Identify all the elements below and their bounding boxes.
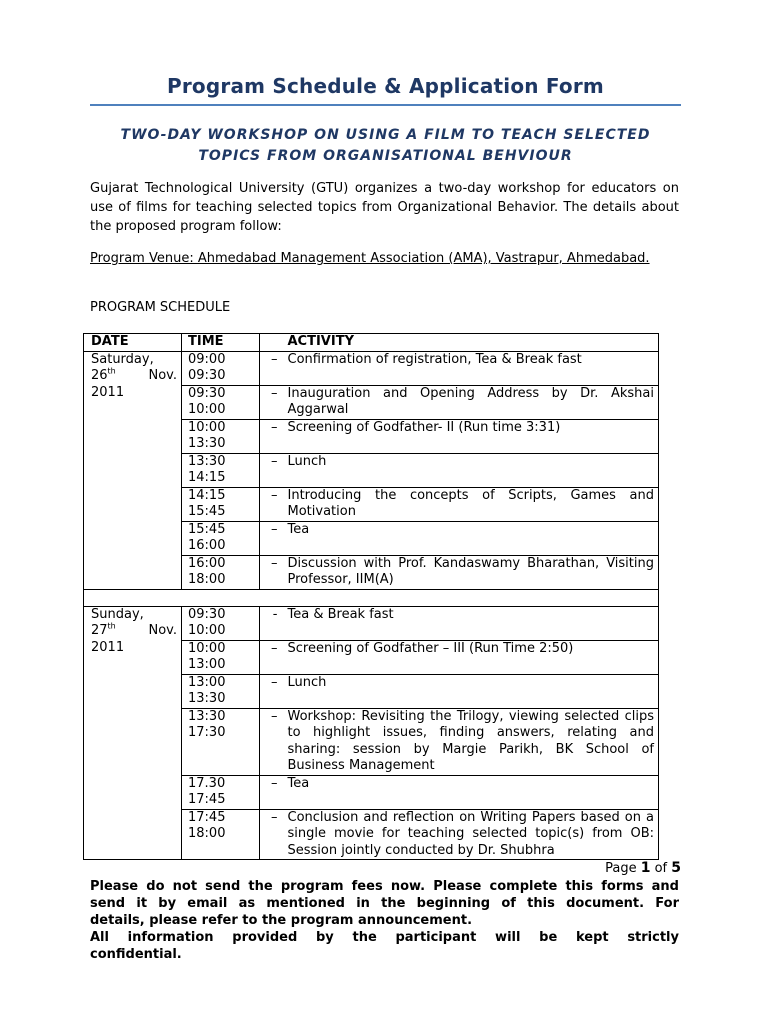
date-year: 2011 [91, 639, 125, 655]
time-cell [182, 708, 260, 775]
time-start: 15:45 [188, 521, 226, 537]
time-cell [182, 521, 260, 555]
time-cell [182, 419, 260, 453]
time-cell [182, 385, 260, 419]
footer-line: send it by email as mentioned in the beginning of this document. For [90, 896, 679, 911]
page-number [590, 860, 681, 876]
time-header: TIME [182, 334, 260, 352]
activity-cell: Introducing the concepts of Scripts, Games and Motivation [282, 487, 659, 521]
time-cell [182, 809, 260, 860]
time-start: 14:15 [188, 487, 226, 503]
time-dash: – [260, 521, 282, 555]
schedule-row [84, 606, 659, 640]
time-end: 18:00 [188, 572, 226, 587]
activity-header: ACTIVITY [282, 334, 659, 352]
time-end: 15:45 [188, 504, 226, 519]
time-end: 14:15 [188, 470, 226, 485]
time-dash: – [260, 775, 282, 809]
activity-cell: Conclusion and reflection on Writing Papers based on a single movie for teaching selected topic(s) from OB: Session jointly conducted by Dr. Shubhra [282, 809, 659, 860]
date-weekday: Sunday, [91, 606, 144, 622]
date-ordinal: th [107, 621, 116, 631]
activity-cell: Workshop: Revisiting the Trilogy, viewing selected clips to highlight issues, finding answers, relating and sharing: session by Margie Parikh, BK School of Business Management [282, 708, 659, 775]
time-end: 10:00 [188, 623, 226, 638]
activity-cell: Discussion with Prof. Kandaswamy Bharathan, Visiting Professor, IIM(A) [282, 555, 659, 589]
time-start: 13:30 [188, 708, 226, 724]
time-end: 10:00 [188, 402, 226, 417]
time-end: 09:30 [188, 368, 226, 383]
time-start: 10:00 [188, 640, 226, 656]
footer-line: confidential. [90, 947, 182, 962]
date-ordinal: th [107, 366, 116, 376]
time-start: 17.30 [188, 775, 226, 791]
time-start: 13:30 [188, 453, 226, 469]
time-dash: - [260, 606, 282, 640]
time-cell [182, 674, 260, 708]
time-end: 13:00 [188, 657, 226, 672]
venue-paragraph: Program Venue: Ahmedabad Management Association (AMA), Vastrapur, Ahmedabad. [90, 251, 650, 266]
time-end: 18:00 [188, 826, 226, 841]
intro-paragraph: Gujarat Technological University (GTU) organizes a two-day workshop for educators on use of films for teaching selected topics from Organizational Behavior. The details about the proposed program follow: [90, 181, 679, 234]
date-day-number: 27 [91, 623, 108, 638]
page-prefix: Page [605, 861, 641, 876]
date-cell [84, 606, 182, 860]
activity-cell: Tea [282, 775, 659, 809]
time-dash: – [260, 674, 282, 708]
day-separator-cell [84, 589, 659, 606]
time-end: 13:30 [188, 691, 226, 706]
date-day-month [91, 623, 177, 640]
time-cell [182, 775, 260, 809]
page-total: 5 [671, 860, 681, 876]
schedule-heading: PROGRAM SCHEDULE [90, 300, 231, 315]
time-end: 13:30 [188, 436, 226, 451]
footer-line: details, please refer to the program announcement. [90, 913, 473, 928]
time-cell [182, 453, 260, 487]
time-dash: – [260, 351, 282, 385]
activity-cell: Confirmation of registration, Tea & Break fast [282, 351, 659, 385]
schedule-row [84, 351, 659, 385]
date-weekday: Saturday, [91, 351, 154, 367]
time-end: 17:45 [188, 792, 226, 807]
footer-note [90, 878, 679, 963]
date-day-month [91, 368, 177, 385]
time-dash: – [260, 640, 282, 674]
time-dash: – [260, 453, 282, 487]
activity-cell: Lunch [282, 453, 659, 487]
time-start: 09:30 [188, 606, 226, 622]
time-dash: – [260, 385, 282, 419]
date-header: DATE [84, 334, 182, 352]
time-cell [182, 606, 260, 640]
subtitle-line: TOPICS FROM ORGANISATIONAL BEHVIOUR [198, 148, 573, 164]
time-cell [182, 351, 260, 385]
time-dash: – [260, 419, 282, 453]
time-dash: – [260, 555, 282, 589]
activity-cell: Tea & Break fast [282, 606, 659, 640]
activity-cell: Lunch [282, 674, 659, 708]
title-divider [90, 104, 681, 106]
time-cell [182, 555, 260, 589]
date-cell [84, 351, 182, 589]
day-separator-row [84, 589, 659, 606]
time-start: 09:30 [188, 385, 226, 401]
footer-line: All information provided by the participant will be kept strictly [90, 930, 679, 945]
time-dash: – [260, 708, 282, 775]
activity-cell: Inauguration and Opening Address by Dr. Akshai Aggarwal [282, 385, 659, 419]
page-title: Program Schedule & Application Form [167, 74, 604, 98]
date-month: Nov. [148, 623, 177, 638]
header-spacer [260, 334, 282, 352]
time-cell [182, 487, 260, 521]
activity-cell: Screening of Godfather – III (Run Time 2:50) [282, 640, 659, 674]
date-year: 2011 [91, 384, 125, 400]
subtitle-line: TWO-DAY WORKSHOP ON USING A FILM TO TEACH SELECTED [120, 127, 651, 143]
schedule-table [83, 333, 659, 860]
activity-cell: Tea [282, 521, 659, 555]
time-start: 16:00 [188, 555, 226, 571]
page-middle: of [650, 861, 672, 876]
workshop-subtitle [90, 125, 681, 167]
time-dash: – [260, 487, 282, 521]
date-month: Nov. [148, 368, 177, 383]
date-day-number: 26 [91, 368, 108, 383]
time-start: 17:45 [188, 809, 226, 825]
time-dash: – [260, 809, 282, 860]
time-cell [182, 640, 260, 674]
time-end: 16:00 [188, 538, 226, 553]
time-start: 13:00 [188, 674, 226, 690]
time-end: 17:30 [188, 725, 226, 740]
footer-line: Please do not send the program fees now. Please complete this forms and [90, 879, 679, 894]
page-current: 1 [640, 860, 651, 876]
table-header-row [84, 334, 659, 352]
time-start: 10:00 [188, 419, 226, 435]
activity-cell: Screening of Godfather- II (Run time 3:31) [282, 419, 659, 453]
time-start: 09:00 [188, 351, 226, 367]
